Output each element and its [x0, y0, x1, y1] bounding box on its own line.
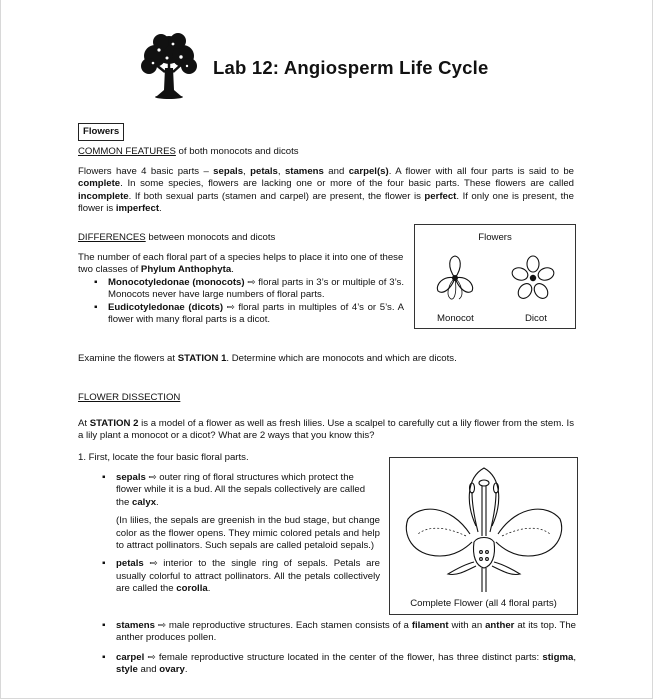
text-run: is a model of a flower as well as fresh lilies. Use a scalpel to carefully cut a lily flower from the stem. Is a lily plant a monocot or a dicot? What are 2 ways that you know this? — [78, 418, 574, 442]
arrow: ⇨ — [223, 301, 239, 313]
basic-parts-paragraph — [78, 166, 574, 216]
term-corolla: corolla — [176, 583, 208, 595]
term-style: style — [116, 664, 138, 676]
text-run: . — [159, 203, 162, 215]
term-incomplete: incomplete — [78, 190, 129, 202]
text-run: At — [78, 418, 90, 429]
classes-paragraph — [78, 252, 408, 277]
complete-flower-diagram-icon — [400, 464, 568, 592]
term-monocot: Monocotyledonae (monocots) — [108, 277, 245, 288]
term-petals: petals — [116, 558, 144, 570]
bullet-text: male reproductive structures. Each stamen consists of a — [168, 620, 412, 631]
bullet-text: . — [156, 496, 159, 508]
term-phylum: Phylum Anthophyta — [140, 264, 232, 276]
bullet-text: female reproductive structure located in the center of the flower, has three distinct parts: — [158, 651, 543, 663]
bullet-text: and — [137, 664, 160, 676]
term-dicot: Eudicotyledonae (dicots) — [108, 301, 224, 313]
term-perfect: perfect — [424, 190, 457, 202]
bullet-text: with an — [448, 620, 486, 631]
arrow: ⇨ — [144, 651, 159, 663]
bullet-text: outer ring of floral structures which protect the flower while it is a bud. All the sepals collectively are called the — [116, 472, 366, 508]
term-imperfect: imperfect — [115, 203, 160, 215]
bullet-text: . — [207, 583, 211, 595]
bullet-monocot — [94, 277, 404, 302]
floral-parts-bullets-narrow — [102, 472, 380, 596]
text-run: , — [243, 166, 251, 177]
floral-parts-bullets-wide — [102, 620, 576, 677]
bullet-text: , — [573, 651, 576, 663]
dissection-heading: FLOWER DISSECTION — [78, 392, 181, 403]
term-stigma: stigma — [542, 651, 574, 663]
text-run: . — [231, 264, 234, 276]
term-sepals: sepals — [213, 166, 244, 177]
common-features-heading-underlined: COMMON FEATURES — [78, 146, 176, 157]
common-features-heading — [78, 146, 299, 158]
term-carpel: carpel — [116, 651, 145, 663]
figure-title: Flowers — [478, 232, 512, 243]
label-monocot: Monocot — [437, 313, 474, 324]
label-dicot: Dicot — [525, 313, 547, 324]
flowers-figure — [414, 224, 576, 329]
text-run: Flowers have 4 basic parts – — [78, 166, 214, 177]
station-2: STATION 2 — [89, 418, 139, 429]
term-filament: filament — [411, 620, 449, 631]
step-1: 1. First, locate the four basic floral parts. — [78, 452, 249, 463]
bullet-petals — [102, 558, 380, 595]
bullet-sepals — [102, 472, 380, 552]
common-features-heading-rest: of both monocots and dicots — [175, 146, 299, 157]
arrow: ⇨ — [154, 620, 169, 631]
dissection-paragraph — [78, 418, 574, 443]
text-run: . If only one is present, the flower is — [78, 190, 574, 215]
text-run: and — [323, 166, 349, 177]
term-carpels: carpel(s) — [348, 166, 389, 177]
examine-instruction — [78, 353, 578, 365]
class-bullets — [94, 277, 404, 327]
text-run: . If both sexual parts (stamen and carpel) are present, the flower is — [128, 190, 425, 202]
term-stamens: stamens — [284, 166, 324, 177]
station-1: STATION 1 — [177, 353, 227, 364]
arrow: ⇨ — [244, 277, 259, 288]
tree-logo-icon — [137, 30, 201, 100]
complete-flower-figure — [389, 457, 578, 615]
bullet-stamens — [102, 620, 576, 645]
bullet-carpel — [102, 652, 576, 677]
text-run: . A flower with all four parts is said to be — [388, 166, 574, 177]
page-title: Lab 12: Angiosperm Life Cycle — [213, 57, 489, 78]
term-sepals: sepals — [116, 472, 146, 483]
term-calyx: calyx — [132, 496, 157, 508]
term-ovary: ovary — [159, 664, 185, 676]
arrow: ⇨ — [145, 472, 160, 483]
term-complete: complete — [78, 178, 121, 190]
text-run: The number of each floral part of a species helps to place it into one of these two classes of — [78, 252, 404, 276]
bullet-text: interior to the single ring of sepals. Petals are usually colorful to attract pollinators. All the petals collectively are called the — [116, 558, 380, 595]
arrow: ⇨ — [143, 558, 164, 570]
term-anther: anther — [485, 620, 515, 631]
section-label-flowers: Flowers — [78, 123, 124, 141]
monocot-flower-icon — [433, 255, 477, 301]
bullet-text: floral parts in 3’s or multiple of 3’s. Monocots never have large numbers of floral parts. — [108, 277, 404, 301]
figure-caption: Complete Flower (all 4 floral parts) — [410, 598, 557, 609]
text-run: . Determine which are monocots and which are dicots. — [226, 353, 457, 364]
differences-heading — [78, 232, 275, 244]
bullet-text: . — [184, 664, 188, 676]
text-run: Examine the flowers at — [78, 353, 178, 364]
term-petals: petals — [250, 166, 278, 177]
bullet-text: floral parts in multiples of 4’s or 5’s. A flower with many floral parts is a dicot. — [108, 301, 405, 326]
bullet-text: at its top. The anther produces pollen. — [116, 620, 577, 644]
term-stamens: stamens — [116, 620, 155, 631]
bullet-dicot — [94, 302, 404, 327]
dicot-flower-icon — [511, 255, 555, 301]
differences-heading-underlined: DIFFERENCES — [78, 232, 146, 243]
differences-heading-rest: between monocots and dicots — [145, 232, 276, 243]
text-run: , — [277, 166, 285, 177]
sepals-note: (In lilies, the sepals are greenish in the bud stage, but change color as the flower opens. They mimic colored petals and help to attract pollinators. Such sepals are called petaloid sepals.) — [116, 515, 380, 552]
text-run: . In some species, flowers are lacking one or more of the four basic parts. These flowers are called — [120, 178, 574, 190]
